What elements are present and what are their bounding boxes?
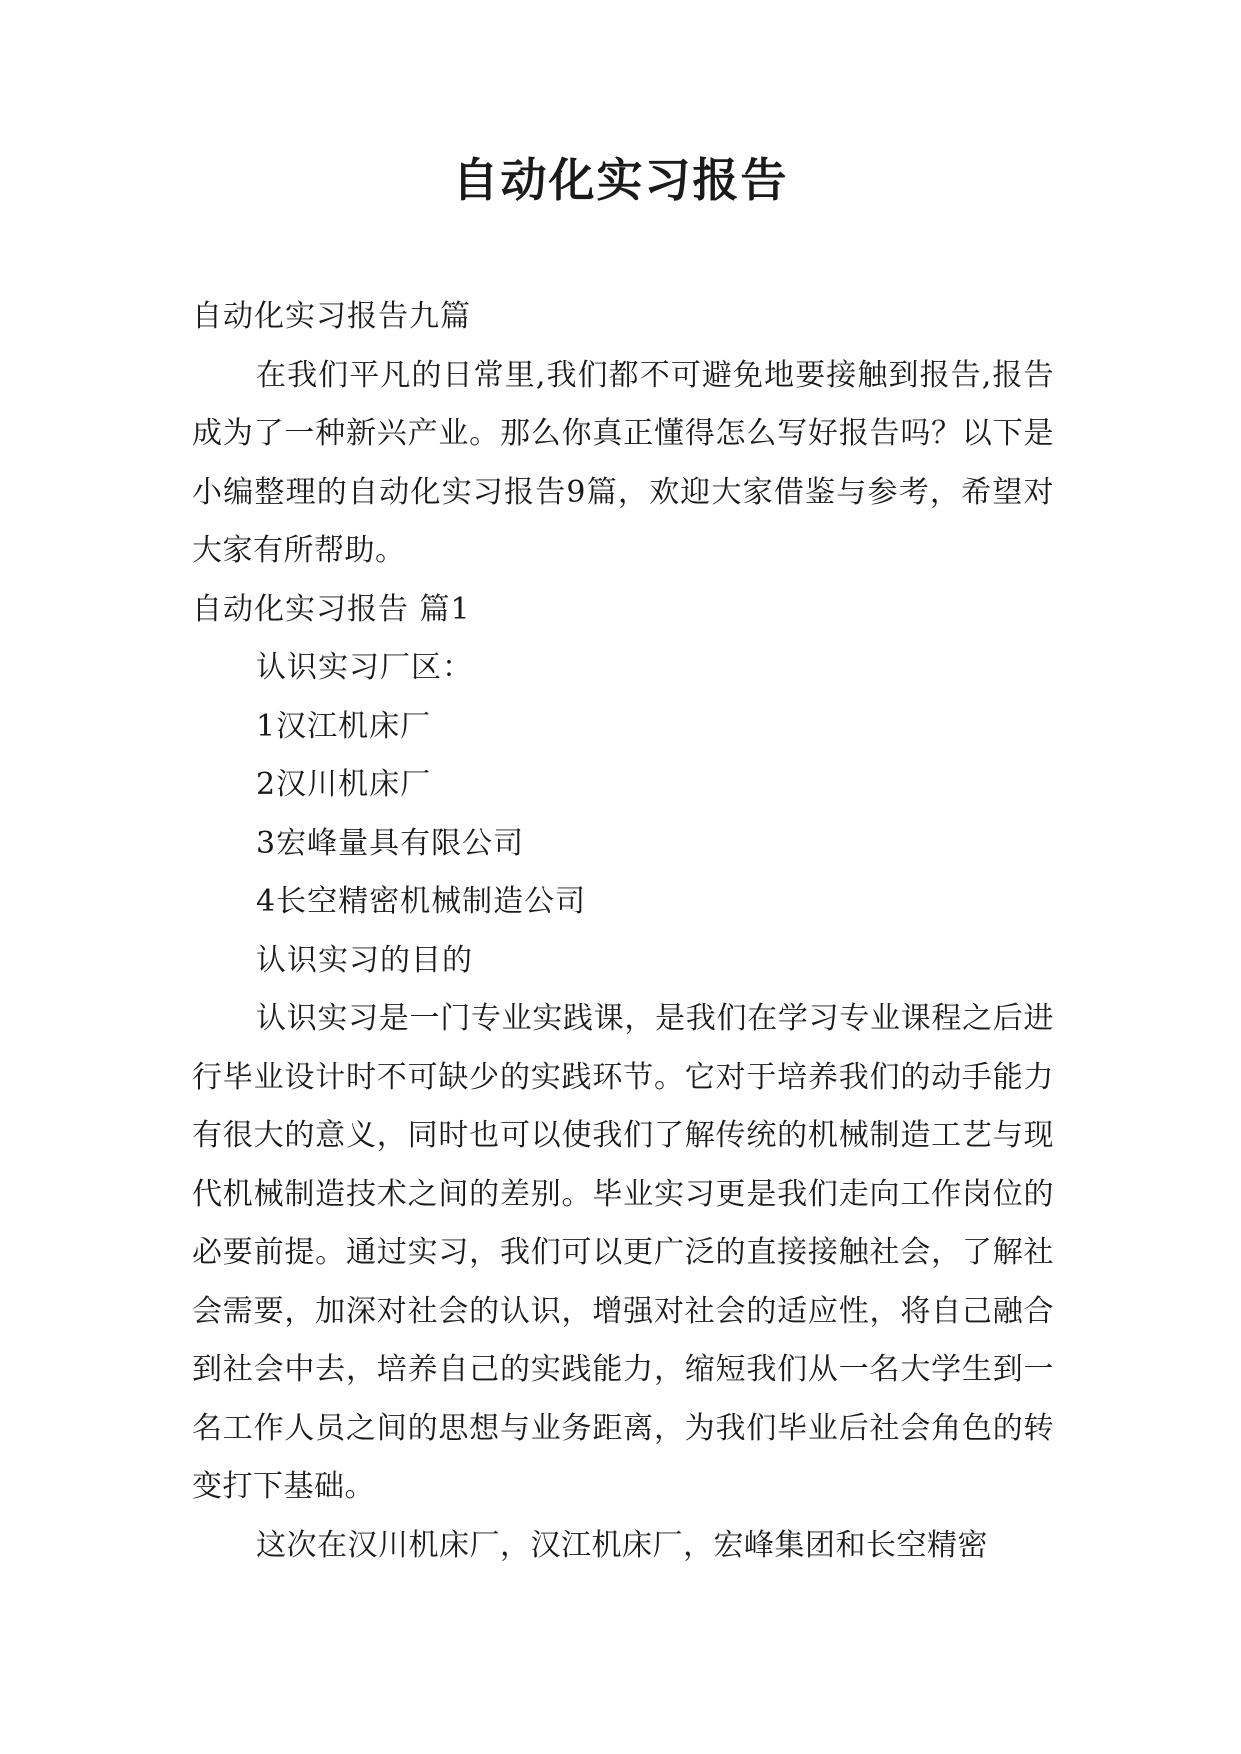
- intro-paragraph: 在我们平凡的日常里,我们都不可避免地要接触到报告,报告成为了一种新兴产业。那么你真正懂得怎么写好报告吗？以下是小编整理的自动化实习报告9篇，欢迎大家借鉴与参考，希望对大家有所帮助。: [192, 357, 1054, 568]
- purpose-label: 认识实习的目的: [256, 942, 473, 978]
- list-item: 4长空精密机械制造公司: [256, 884, 587, 919]
- document-body: [192, 288, 1054, 1575]
- page-title: 自动化实习报告: [452, 153, 789, 207]
- section-heading: 自动化实习报告 篇1: [192, 591, 471, 627]
- closing-paragraph: 这次在汉川机床厂，汉江机床厂，宏峰集团和长空精密: [256, 1527, 988, 1563]
- document-subtitle: 自动化实习报告九篇: [192, 299, 471, 334]
- list-item: 2汉川机床厂: [256, 767, 432, 802]
- factory-label: 认识实习厂区：: [256, 650, 473, 685]
- list-item: 3宏峰量具有限公司: [256, 825, 525, 861]
- purpose-paragraph: 认识实习是一门专业实践课，是我们在学习专业课程之后进行毕业设计时不可缺少的实践环节。它对于培养我们的动手能力有很大的意义，同时也可以使我们了解传统的机械制造工艺与现代机械制造技术之间的差别。毕业实习更是我们走向工作岗位的必要前提。通过实习，我们可以更广泛的直接接触社会，了解社会需要，加深对社会的认识，增强对社会的适应性，将自己融合到社会中去，培养自己的实践能力，缩短我们从一名大学生到一名工作人员之间的思想与业务距离，为我们毕业后社会角色的转变打下基础。: [192, 1001, 1054, 1504]
- list-item: 1汉江机床厂: [256, 708, 432, 744]
